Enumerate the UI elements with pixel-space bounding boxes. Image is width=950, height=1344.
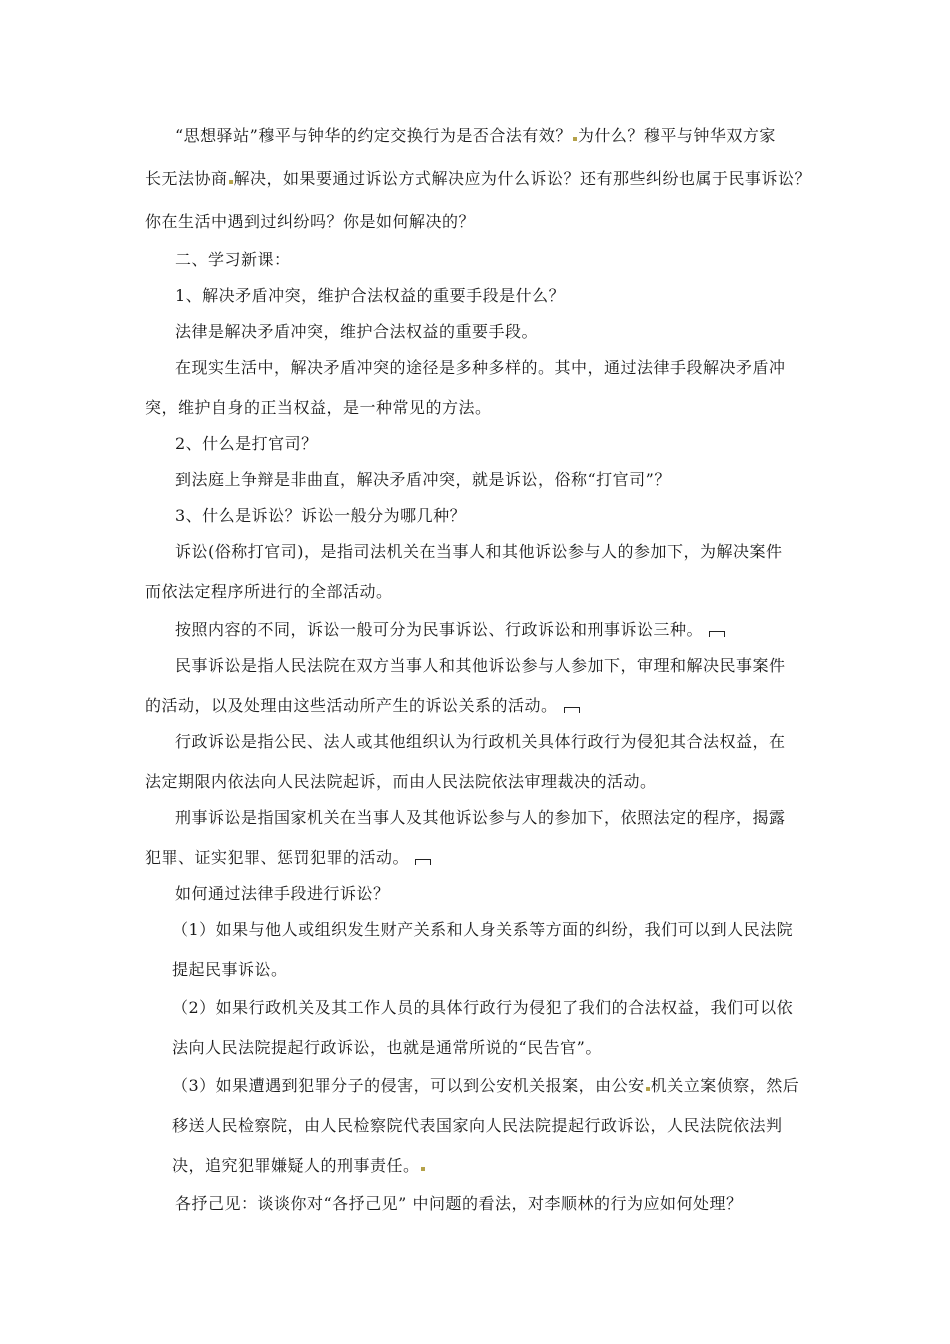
dot-marker-icon bbox=[229, 180, 233, 184]
paragraph-text: 犯罪、证实犯罪、惩罚犯罪的活动。 bbox=[145, 848, 410, 867]
item-2-line-2: 法向人民法院提起行政诉讼，也就是通常所说的“民告官”。 bbox=[172, 1038, 602, 1057]
intro-text: “思想驿站”穆平与钟华的约定交换行为是否合法有效？ bbox=[175, 126, 572, 145]
item-1-line-1: （1）如果与他人或组织发生财产关系和人身关系等方面的纠纷，我们可以到人民法院 bbox=[172, 920, 794, 939]
item-3-line-3 bbox=[172, 1156, 426, 1176]
section-title: 二、学习新课： bbox=[175, 250, 291, 269]
paragraph-text: 按照内容的不同，诉讼一般可分为民事诉讼、行政诉讼和刑事诉讼三种。 bbox=[175, 620, 704, 639]
paragraph-6-line-2 bbox=[145, 848, 431, 868]
item-text: 决，追究犯罪嫌疑人的刑事责任。 bbox=[172, 1156, 420, 1175]
item-text: 机关立案侦察，然后 bbox=[650, 1076, 800, 1095]
item-text: （3）如果遭遇到犯罪分子的侵害，可以到公安机关报案，由公安 bbox=[172, 1076, 645, 1095]
paragraph-6-line-1: 刑事诉讼是指国家机关在当事人及其他诉讼参与人的参加下，依照法定的程序，揭露 bbox=[175, 808, 786, 827]
intro-line-1 bbox=[175, 126, 776, 146]
answer-1: 法律是解决矛盾冲突，维护合法权益的重要手段。 bbox=[175, 322, 539, 341]
dot-marker-icon bbox=[421, 1167, 425, 1171]
paragraph-3 bbox=[175, 620, 725, 640]
question-1: 1、解决矛盾冲突，维护合法权益的重要手段是什么？ bbox=[175, 286, 566, 305]
item-3-line-2: 移送人民检察院，由人民检察院代表国家向人民法院提起行政诉讼，人民法院依法判 bbox=[172, 1116, 783, 1135]
intro-text: 解决，如果要通过诉讼方式解决应为什么诉讼？还有那些纠纷也属于民事诉讼？ bbox=[233, 169, 812, 188]
question-2: 2、什么是打官司？ bbox=[175, 434, 318, 453]
paragraph-2-line-1: 诉讼(俗称打官司)，是指司法机关在当事人和其他诉讼参与人的参加下，为解决案件 bbox=[175, 542, 783, 561]
bracket-mark-icon bbox=[709, 631, 725, 637]
paragraph-2-line-2: 而依法定程序所进行的全部活动。 bbox=[145, 582, 393, 601]
intro-line-3: 你在生活中遇到过纠纷吗？你是如何解决的？ bbox=[145, 212, 476, 231]
answer-2: 到法庭上争辩是非曲直，解决矛盾冲突，就是诉讼，俗称“打官司”？ bbox=[175, 470, 671, 489]
bracket-mark-icon bbox=[415, 859, 431, 865]
item-2-line-1: （2）如果行政机关及其工作人员的具体行政行为侵犯了我们的合法权益，我们可以依 bbox=[172, 998, 794, 1017]
discussion-question: 各抒己见：谈谈你对“各抒己见” 中问题的看法，对李顺林的行为应如何处理？ bbox=[175, 1194, 743, 1213]
question-4: 如何通过法律手段进行诉讼？ bbox=[175, 884, 390, 903]
item-3-line-1 bbox=[172, 1076, 799, 1096]
paragraph-text: 的活动，以及处理由这些活动所产生的诉讼关系的活动。 bbox=[145, 696, 558, 715]
bracket-mark-icon bbox=[564, 707, 580, 713]
paragraph-4-line-2 bbox=[145, 696, 580, 716]
intro-text: 长无法协商 bbox=[145, 169, 228, 188]
question-3: 3、什么是诉讼？诉讼一般分为哪几种？ bbox=[175, 506, 467, 525]
paragraph-1-line-2: 突，维护自身的正当权益，是一种常见的方法。 bbox=[145, 398, 492, 417]
paragraph-5-line-1: 行政诉讼是指公民、法人或其他组织认为行政机关具体行政行为侵犯其合法权益，在 bbox=[175, 732, 786, 751]
item-1-line-2: 提起民事诉讼。 bbox=[172, 960, 288, 979]
intro-text: 为什么？穆平与钟华双方家 bbox=[577, 126, 776, 145]
dot-marker-icon bbox=[573, 137, 577, 141]
paragraph-1-line-1: 在现实生活中，解决矛盾冲突的途径是多种多样的。其中，通过法律手段解决矛盾冲 bbox=[175, 358, 786, 377]
paragraph-4-line-1: 民事诉讼是指人民法院在双方当事人和其他诉讼参与人参加下，审理和解决民事案件 bbox=[175, 656, 786, 675]
dot-marker-icon bbox=[646, 1087, 650, 1091]
paragraph-5-line-2: 法定期限内依法向人民法院起诉，而由人民法院依法审理裁决的活动。 bbox=[145, 772, 657, 791]
intro-line-2 bbox=[145, 169, 811, 189]
